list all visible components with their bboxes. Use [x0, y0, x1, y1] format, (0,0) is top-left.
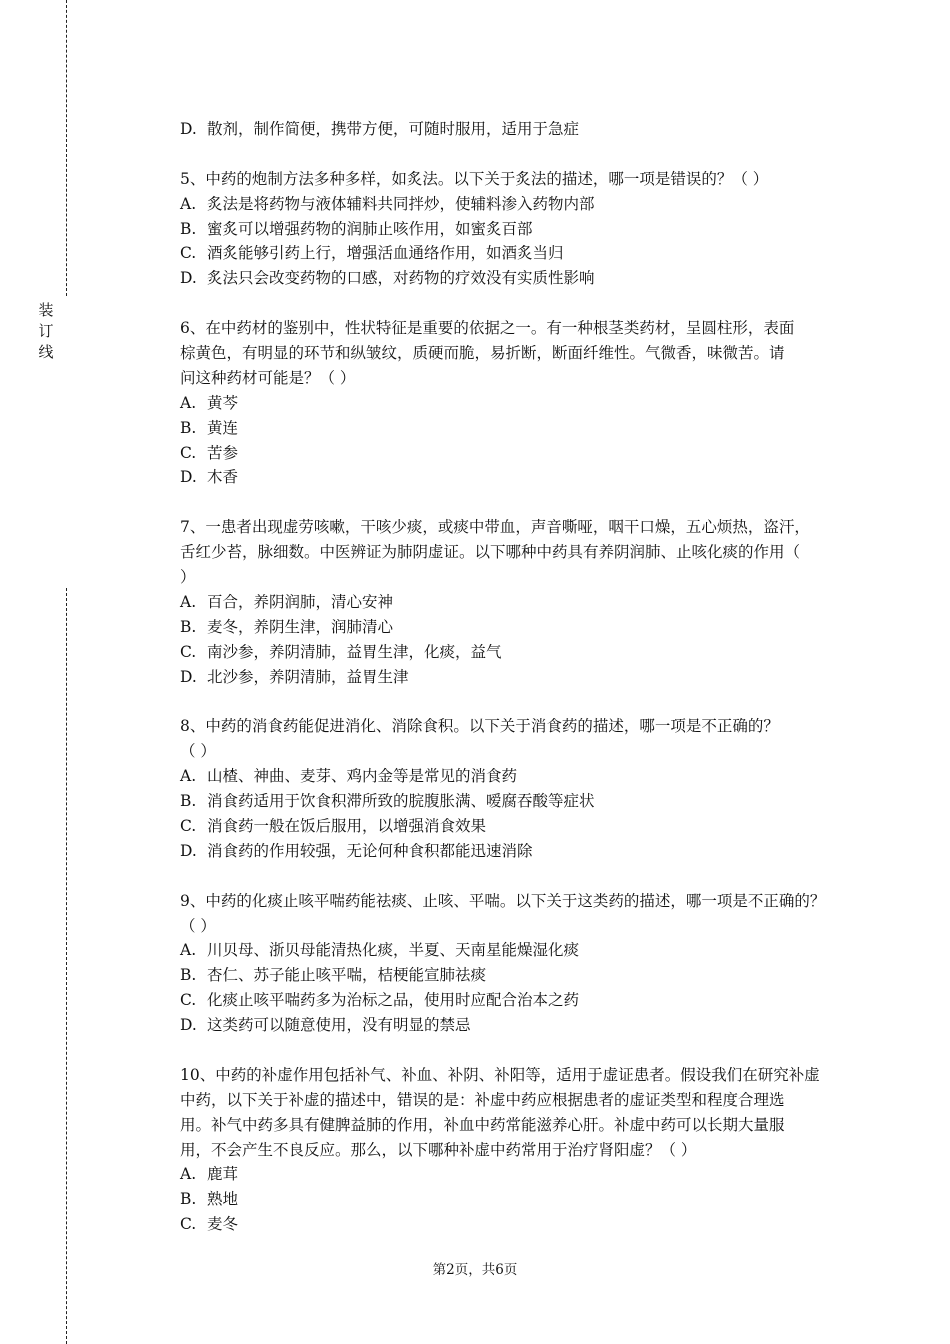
- question-stem-line: 棕黄色，有明显的环节和纵皱纹，质硬而脆，易折断，断面纤维性。气微香，味微苦。请: [180, 344, 785, 363]
- question-stem-line: 6、在中药材的鉴别中，性状特征是重要的依据之一。有一种根茎类药材，呈圆柱形，表面: [180, 319, 795, 338]
- option-line: [180, 1212, 860, 1237]
- option-line: [180, 839, 860, 864]
- question-content: [180, 117, 860, 1237]
- option-letter: D.: [180, 269, 197, 288]
- option-line: [180, 665, 860, 690]
- option-line: [180, 764, 860, 789]
- question-stem-line: 问这种药材可能是？（ ）: [180, 368, 356, 387]
- option-text: 消食药一般在饭后服用，以增强消食效果: [207, 816, 487, 835]
- option-line: [180, 814, 860, 839]
- blank-line: [180, 864, 860, 889]
- option-line: [180, 590, 860, 615]
- option-line: [180, 1162, 860, 1187]
- option-letter: A.: [180, 941, 197, 960]
- option-letter: C.: [180, 443, 197, 462]
- option-letter: C.: [180, 244, 197, 263]
- option-line: [180, 192, 860, 217]
- option-text: 麦冬: [207, 1215, 239, 1234]
- option-text: 百合，养阴润肺，清心安神: [207, 592, 394, 611]
- option-letter: A.: [180, 393, 197, 412]
- option-letter: D.: [180, 120, 197, 138]
- option-text: 川贝母、浙贝母能清热化痰，半夏、天南星能燥湿化痰: [207, 941, 580, 960]
- option-line: [180, 938, 860, 963]
- option-text: 木香: [207, 468, 239, 487]
- option-text: 黄芩: [207, 393, 239, 412]
- option-letter: C.: [180, 642, 197, 661]
- option-text: 散剂，制作简便，携带方便，可随时服用，适用于急症: [207, 120, 580, 138]
- option-text: 北沙参，养阴清肺，益胃生津: [207, 667, 409, 686]
- question-6: [180, 316, 860, 490]
- binding-dashed-line-top: [66, 0, 67, 296]
- question-9: [180, 889, 860, 1038]
- option-text: 杏仁、苏子能止咳平喘，桔梗能宣肺祛痰: [207, 966, 487, 985]
- question-stem-line: （ ）: [180, 742, 216, 761]
- page-footer: 第2页，共6页: [432, 1262, 518, 1278]
- question-stem-line: 舌红少苔，脉细数。中医辨证为肺阴虚证。以下哪种中药具有养阴润肺、止咳化痰的作用（: [180, 543, 801, 562]
- option-text: 鹿茸: [207, 1165, 239, 1184]
- question-stem-line: （ ）: [180, 916, 216, 935]
- question-stem-line: 8、中药的消食药能促进消化、消除食积。以下关于消食药的描述，哪一项是不正确的？: [180, 717, 779, 736]
- option-letter: B.: [180, 418, 197, 437]
- option-letter: D.: [180, 468, 197, 487]
- option-letter: B.: [180, 617, 197, 636]
- option-line: [180, 465, 860, 490]
- option-text: 化痰止咳平喘药多为治标之品，使用时应配合治本之药: [207, 991, 580, 1010]
- option-line: [180, 217, 860, 242]
- option-text: 山楂、神曲、麦芽、鸡内金等是常见的消食药: [207, 767, 518, 786]
- question-stem-line: 9、中药的化痰止咳平喘药能祛痰、止咳、平喘。以下关于这类药的描述，哪一项是不正确的？: [180, 891, 826, 910]
- option-letter: A.: [180, 767, 197, 786]
- question-stem-line: ）: [180, 568, 196, 587]
- option-line: [180, 789, 860, 814]
- binding-dashed-line-bottom: [66, 588, 67, 1344]
- blank-line: [180, 490, 860, 515]
- option-line: [180, 441, 860, 466]
- binding-char: 线: [38, 343, 54, 361]
- option-letter: C.: [180, 1215, 197, 1234]
- option-text: 消食药的作用较强，无论何种食积都能迅速消除: [207, 841, 533, 860]
- option-line: [180, 391, 860, 416]
- option-letter: A.: [180, 194, 197, 213]
- binding-line-label: [36, 300, 56, 363]
- blank-line: [180, 689, 860, 714]
- option-line: [180, 1187, 860, 1212]
- blank-line: [180, 291, 860, 316]
- option-text: 炙法是将药物与液体辅料共同拌炒，使辅料渗入药物内部: [207, 194, 595, 213]
- question-stem-line: 7、一患者出现虚劳咳嗽，干咳少痰，或痰中带血，声音嘶哑，咽干口燥，五心烦热，盗汗，: [180, 518, 810, 537]
- question-8: [180, 714, 860, 863]
- binding-char: 装: [38, 301, 54, 319]
- option-line: [180, 266, 860, 291]
- option-text: 熟地: [207, 1190, 239, 1209]
- option-text: 消食药适用于饮食积滞所致的脘腹胀满、嗳腐吞酸等症状: [207, 792, 595, 811]
- option-line: [180, 963, 860, 988]
- option-line: [180, 416, 860, 441]
- question-7: [180, 515, 860, 689]
- option-text: 酒炙能够引药上行，增强活血通络作用，如酒炙当归: [207, 244, 564, 263]
- question-stem-line: 用，不会产生不良反应。那么，以下哪种补虚中药常用于治疗肾阳虚？（ ）: [180, 1140, 697, 1159]
- option-letter: D.: [180, 1016, 197, 1035]
- question-stem-line: 用。补气中药多具有健脾益肺的作用，补血中药常能滋养心肝。补虚中药可以长期大量服: [180, 1115, 785, 1134]
- option-letter: C.: [180, 816, 197, 835]
- option-line: [180, 640, 860, 665]
- question-10: [180, 1063, 860, 1237]
- blank-line: [180, 1038, 860, 1063]
- option-letter: B.: [180, 966, 197, 985]
- option-text: 南沙参，养阴清肺，益胃生津，化痰，益气: [207, 642, 502, 661]
- option-line: [180, 1013, 860, 1038]
- option-letter: C.: [180, 991, 197, 1010]
- option-text: 炙法只会改变药物的口感，对药物的疗效没有实质性影响: [207, 269, 595, 288]
- option-text: 麦冬，养阴生津，润肺清心: [207, 617, 394, 636]
- option-letter: B.: [180, 219, 197, 238]
- option-line: [180, 117, 860, 142]
- option-text: 黄连: [207, 418, 239, 437]
- option-line: [180, 615, 860, 640]
- option-line: [180, 988, 860, 1013]
- option-text: 蜜炙可以增强药物的润肺止咳作用，如蜜炙百部: [207, 219, 533, 238]
- option-text: 这类药可以随意使用，没有明显的禁忌: [207, 1016, 471, 1035]
- option-line: [180, 241, 860, 266]
- question-5: [180, 167, 860, 291]
- option-letter: D.: [180, 667, 197, 686]
- blank-line: [180, 142, 860, 167]
- option-letter: D.: [180, 841, 197, 860]
- question-stem-line: 5、中药的炮制方法多种多样，如炙法。以下关于炙法的描述，哪一项是错误的？（ ）: [180, 169, 769, 188]
- option-letter: A.: [180, 1165, 197, 1184]
- option-letter: A.: [180, 592, 197, 611]
- option-letter: B.: [180, 792, 197, 811]
- option-text: 苦参: [207, 443, 239, 462]
- question-stem-line: 10、中药的补虚作用包括补气、补血、补阴、补阳等，适用于虚证患者。假设我们在研究补虚: [180, 1065, 820, 1084]
- option-letter: B.: [180, 1190, 197, 1209]
- binding-char: 订: [38, 322, 54, 340]
- question-stem-line: 中药，以下关于补虚的描述中，错误的是：补虚中药应根据患者的虚证类型和程度合理选: [180, 1090, 785, 1109]
